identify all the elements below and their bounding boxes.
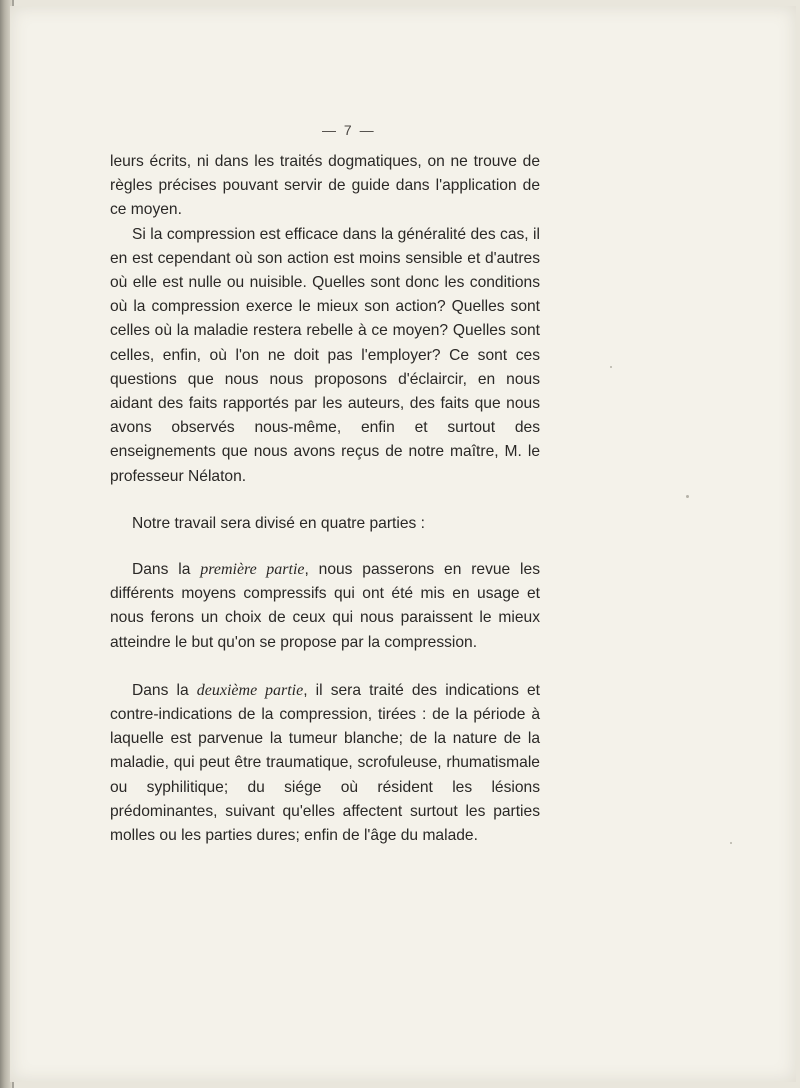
first-part-body: , nous passerons en revue les différents moyens compressifs qui ont été mis en usage et nous ferons un choix de ceux qui nous paraissent le mieux atteindre le but qu'on se propose par la compression. (110, 561, 540, 651)
second-part-title: deuxième partie (196, 681, 304, 699)
first-part-lead: Dans la (132, 561, 201, 579)
paragraph-first-part (110, 558, 540, 655)
paper-speck (610, 366, 612, 368)
second-part-body: , il sera traité des indications et contre-indications de la compression, tirées : de la période à laquelle est parvenue la tumeur blanche; de la nature de la maladie, qui peut être traumatique, scrofuleuse, rhumatismale ou syphilitique; du siége où résident les lésions prédominantes, suivant qu'elles affectent surtout les parties molles ou les parties dures; enfin de l'âge du malade. (110, 681, 540, 845)
body-text (110, 150, 540, 848)
paragraph-second-part (110, 679, 540, 848)
first-part-title: première partie (200, 561, 305, 579)
paragraph-plan-intro: Notre travail sera divisé en quatre parties : (132, 514, 425, 532)
paper-speck (730, 842, 732, 844)
second-part-lead: Dans la (132, 681, 197, 699)
paragraph-compression-conditions: Si la compression est efficace dans la généralité des cas, il en est cependant où son action est moins sensible et d'autres où elle est nulle ou nuisible. Quelles sont donc les conditions où la compression exerce le mieux son action? Quelles sont celles où la maladie restera rebelle à ce moyen? Quelles sont celles, enfin, où l'on ne doit pas l'employer? Ce sont ces questions que nous nous proposons d'éclaircir, en nous aidant des faits rapportés par les auteurs, des faits que nous avons observés nous-même, enfin et surtout des enseignements que nous avons reçus de notre maître, M. le professeur Nélaton. (110, 225, 540, 485)
paragraph-continuation: leurs écrits, ni dans les traités dogmatiques, on ne trouve de règles précises pouvant servir de guide dans l'application de ce moyen. (110, 153, 540, 219)
paper-speck (686, 495, 689, 498)
page-number: — 7 — (322, 122, 376, 138)
